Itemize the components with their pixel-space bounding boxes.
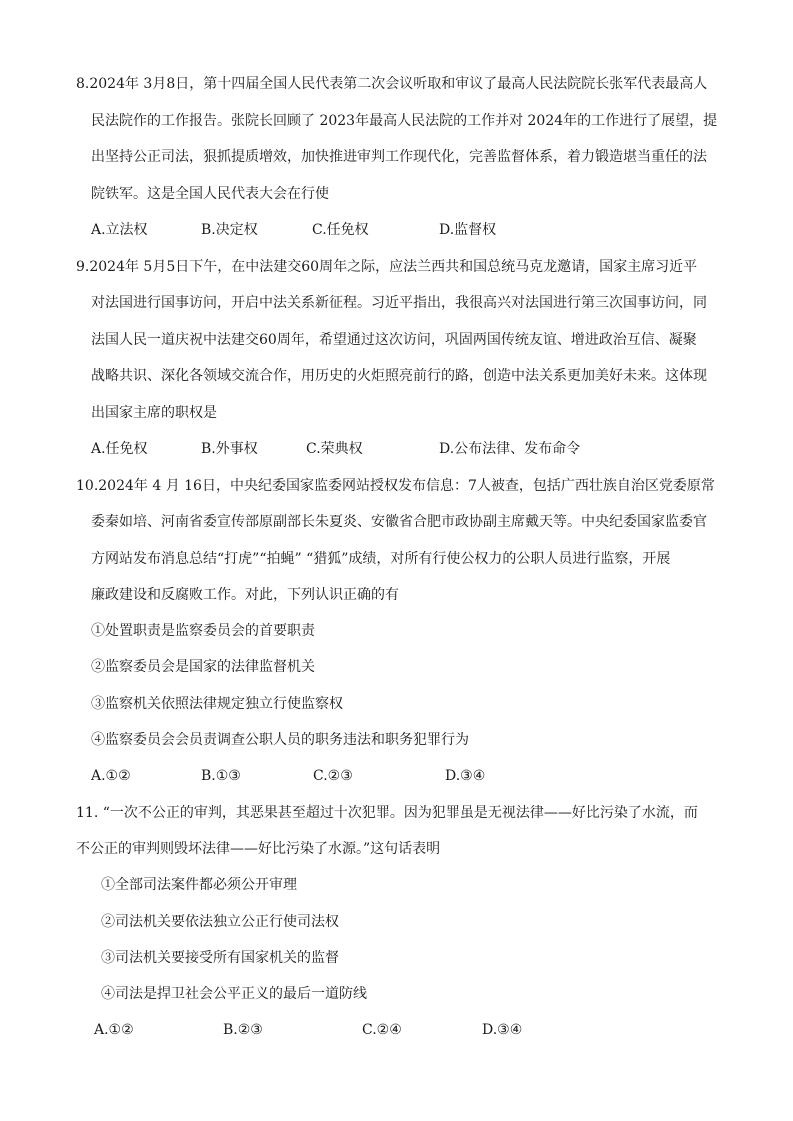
question-8-line-1: 8.2024年 3月8日，第十四届全国人民代表第二次会议听取和审议了最高人民法院院长张军代表最高人: [76, 76, 708, 92]
question-10-option-a[interactable]: A.①②: [91, 768, 131, 784]
question-11-option-b[interactable]: B.②③: [223, 1022, 263, 1038]
question-11-option-d[interactable]: D.③④: [482, 1022, 523, 1038]
question-9-option-b[interactable]: B.外事权: [201, 441, 258, 457]
question-9-line-4: 战略共识、深化各领域交流合作，用历史的火炬照亮前行的路，创造中法关系更加美好未来。这体现: [91, 368, 707, 384]
question-10-option-c[interactable]: C.②③: [313, 768, 353, 784]
question-10-option-b[interactable]: B.①③: [201, 768, 241, 784]
question-10-item-4: ④监察委员会会员责调查公职人员的职务违法和职务犯罪行为: [91, 732, 469, 748]
question-9-line-5: 出国家主席的职权是: [91, 405, 217, 421]
question-9-option-a[interactable]: A.任免权: [91, 441, 148, 457]
question-10-item-1: ①处置职责是监察委员会的首要职责: [91, 623, 315, 639]
question-9-line-1: 9.2024年 5月5日下午，在中法建交60周年之际，应法兰西共和国总统马克龙邀请，国家主席习近平: [76, 259, 698, 275]
question-8-option-b[interactable]: B.决定权: [201, 222, 258, 238]
question-11-line-2: 不公正的审判则毁坏法律——好比污染了水源。”这句话表明: [76, 841, 441, 857]
question-8-line-4: 院铁军。这是全国人民代表大会在行使: [91, 186, 329, 202]
question-10-line-3: 方网站发布消息总结“打虎”“拍蝇” “猎狐”成绩，对所有行使公权力的公职人员进行监察，开展: [91, 551, 671, 567]
question-8-option-a[interactable]: A.立法权: [91, 222, 148, 238]
question-10-item-3: ③监察机关依照法律规定独立行使监察权: [91, 696, 343, 712]
question-10-option-d[interactable]: D.③④: [445, 768, 486, 784]
question-10-item-2: ②监察委员会是国家的法律监督机关: [91, 659, 315, 675]
question-10-line-2: 委秦如培、河南省委宣传部原副部长朱夏炎、安徽省合肥市政协副主席戴天等。中央纪委国家监委官: [91, 514, 707, 530]
question-10-line-4: 廉政建设和反腐败工作。对此，下列认识正确的有: [91, 587, 399, 603]
question-11-line-1: 11. “一次不公正的审判，其恶果甚至超过十次犯罪。因为犯罪虽是无视法律——好比污染了水流，而: [76, 805, 698, 821]
question-9-option-c[interactable]: C.荣典权: [306, 441, 363, 457]
question-11-option-a[interactable]: A.①②: [94, 1022, 134, 1038]
question-8-line-3: 出坚持公正司法，狠抓提质增效，加快推进审判工作现代化，完善监督体系，着力锻造堪当重任的法: [91, 149, 707, 165]
question-11-item-3: ③司法机关要接受所有国家机关的监督: [101, 950, 339, 966]
question-8-option-c[interactable]: C.任免权: [312, 222, 369, 238]
question-8-option-d[interactable]: D.监督权: [439, 222, 497, 238]
question-9-option-d[interactable]: D.公布法律、发布命令: [439, 441, 581, 457]
question-11-item-4: ④司法是捍卫社会公平正义的最后一道防线: [101, 986, 367, 1002]
question-11-option-c[interactable]: C.②④: [362, 1022, 402, 1038]
question-11-item-1: ①全部司法案件都必须公开审理: [101, 877, 297, 893]
question-11-item-2: ②司法机关要依法独立公正行使司法权: [101, 914, 339, 930]
question-9-line-3: 法国人民一道庆祝中法建交60周年，希望通过这次访问，巩固两国传统友谊、增进政治互信、凝聚: [91, 332, 697, 348]
question-10-line-1: 10.2024年 4 月 16日，中央纪委国家监委网站授权发布信息：7人被查，包括广西壮族自治区党委原常: [76, 478, 715, 494]
question-8-line-2: 民法院作的工作报告。张院长回顾了 2023年最高人民法院的工作并对 2024年的工作进行了展望，提: [91, 113, 718, 129]
question-9-line-2: 对法国进行国事访问，开启中法关系新征程。习近平指出，我很高兴对法国进行第三次国事访问，同: [91, 295, 707, 311]
